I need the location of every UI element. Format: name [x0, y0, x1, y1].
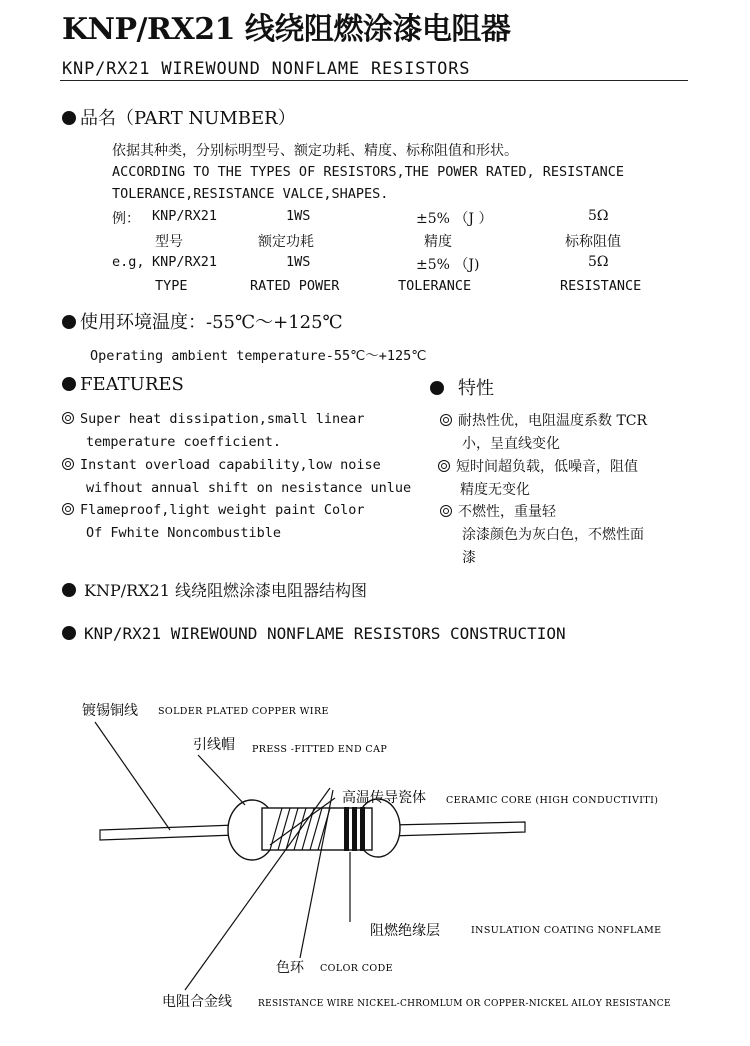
caption-cn-tolerance: 精度: [424, 234, 452, 250]
example-cn-power: 1WS: [286, 208, 311, 224]
feature-cn-1-cont: 小，呈直线变化: [462, 436, 560, 452]
double-circle-icon: [438, 460, 450, 472]
label-alloy-en: RESISTANCE WIRE NICKEL-CHROMLUM OR COPPER-NICKEL AILOY RESISTANCE: [258, 999, 671, 1009]
example-cn-label: 例：: [112, 211, 140, 227]
label-wire-en: SOLDER PLATED COPPER WIRE: [158, 706, 329, 717]
caption-cn-power: 额定功耗: [258, 234, 314, 250]
caption-cn-value: 标称阻值: [565, 234, 621, 250]
label-wire-cn: 镀锡铜线: [82, 703, 138, 719]
feature-en-2-cont: wifhout annual shift on nesistance unlue: [86, 480, 412, 496]
label-coating-en: INSULATION COATING NONFLAME: [471, 925, 662, 936]
leader-lines: [95, 722, 350, 990]
bullet-dot-icon: [62, 377, 76, 391]
construction-heading-cn: KNP/RX21 线绕阻燃涂漆电阻器结构图: [62, 578, 367, 601]
color-band-2: [352, 807, 357, 851]
feature-en-1-cont: temperature coefficient.: [86, 434, 282, 450]
double-circle-icon: [62, 412, 74, 424]
construction-heading-en: KNP/RX21 WIREWOUND NONFLAME RESISTORS CONSTRUCTION: [62, 624, 566, 643]
color-band-1: [344, 807, 349, 851]
label-alloy-cn: 电阻合金线: [162, 994, 232, 1010]
bullet-dot-icon: [62, 315, 76, 329]
double-circle-icon: [62, 503, 74, 515]
label-coating-cn: 阻燃绝缘层: [370, 923, 440, 939]
caption-en-model: TYPE: [155, 278, 188, 294]
feature-cn-3: 不燃性，重量轻: [440, 501, 556, 521]
feature-cn-1: 耐热性优，电阻温度系数 TCR: [440, 410, 647, 430]
features-heading-cn: 特性: [430, 374, 494, 400]
feature-cn-2-cont: 精度无变化: [460, 482, 530, 498]
example-cn-model: KNP/RX21: [152, 208, 218, 224]
caption-cn-model: 型号: [155, 234, 183, 250]
label-cap-en: PRESS -FITTED END CAP: [252, 744, 388, 755]
example-en-model: KNP/RX21: [152, 254, 218, 270]
example-en-label: e.g,: [112, 254, 145, 270]
part-number-desc-cn: 依据其种类，分别标明型号、额定功耗、精度、标称阻值和形状。: [112, 143, 518, 159]
environment-text: Operating ambient temperature-55℃～+125℃: [90, 348, 427, 364]
label-color-cn: 色环: [276, 960, 304, 976]
caption-en-power: RATED POWER: [250, 278, 340, 294]
example-en-tolerance: ±5% （J): [416, 257, 480, 273]
example-cn-value: 5Ω: [588, 208, 609, 224]
caption-en-value: RESISTANCE: [560, 278, 642, 294]
part-number-desc-en-1: ACCORDING TO THE TYPES OF RESISTORS,THE POWER RATED, RESISTANCE: [112, 164, 625, 180]
feature-cn-3-cont: 涂漆颜色为灰白色，不燃性面: [462, 527, 644, 543]
label-color-en: COLOR CODE: [320, 963, 393, 974]
example-en-value: 5Ω: [588, 254, 609, 270]
bullet-dot-icon: [62, 626, 76, 640]
features-heading-en: FEATURES: [62, 374, 184, 395]
lead-wire-right: [390, 822, 525, 836]
part-number-desc-en-2: TOLERANCE,RESISTANCE VALCE,SHAPES.: [112, 186, 389, 202]
part-number-heading: 品名（PART NUMBER）: [62, 104, 296, 130]
feature-en-1: Super heat dissipation,small linear: [62, 411, 364, 427]
double-circle-icon: [440, 414, 452, 426]
feature-en-3-cont: Of Fwhite Noncombustible: [86, 525, 282, 541]
label-core-en: CERAMIC CORE (HIGH CONDUCTIVITI): [446, 795, 659, 806]
page-subtitle: KNP/RX21 WIREWOUND NONFLAME RESISTORS: [62, 59, 471, 79]
double-circle-icon: [440, 505, 452, 517]
caption-en-tolerance: TOLERANCE: [398, 278, 472, 294]
color-band-3: [360, 807, 365, 851]
feature-en-2: Instant overload capability,low noise: [62, 457, 381, 473]
feature-cn-3-cont2: 漆: [462, 550, 476, 566]
bullet-dot-icon: [62, 111, 76, 125]
example-cn-tolerance: ±5% （J ）: [416, 211, 493, 227]
resistor-construction-diagram: [0, 660, 750, 1040]
feature-en-3: Flameproof,light weight paint Color: [62, 502, 364, 518]
label-core-cn: 高温传导瓷体: [342, 790, 426, 806]
bullet-dot-icon: [62, 583, 76, 597]
environment-heading: 使用环境温度：-55℃～+125℃: [62, 308, 343, 334]
page-title: KNP/RX21 线绕阻燃涂漆电阻器: [62, 12, 511, 47]
bullet-dot-icon: [430, 381, 444, 395]
feature-cn-2: 短时间超负载，低噪音，阻值: [438, 456, 638, 476]
example-en-power: 1WS: [286, 254, 311, 270]
header-divider: [60, 80, 688, 81]
double-circle-icon: [62, 458, 74, 470]
label-cap-cn: 引线帽: [193, 737, 235, 753]
